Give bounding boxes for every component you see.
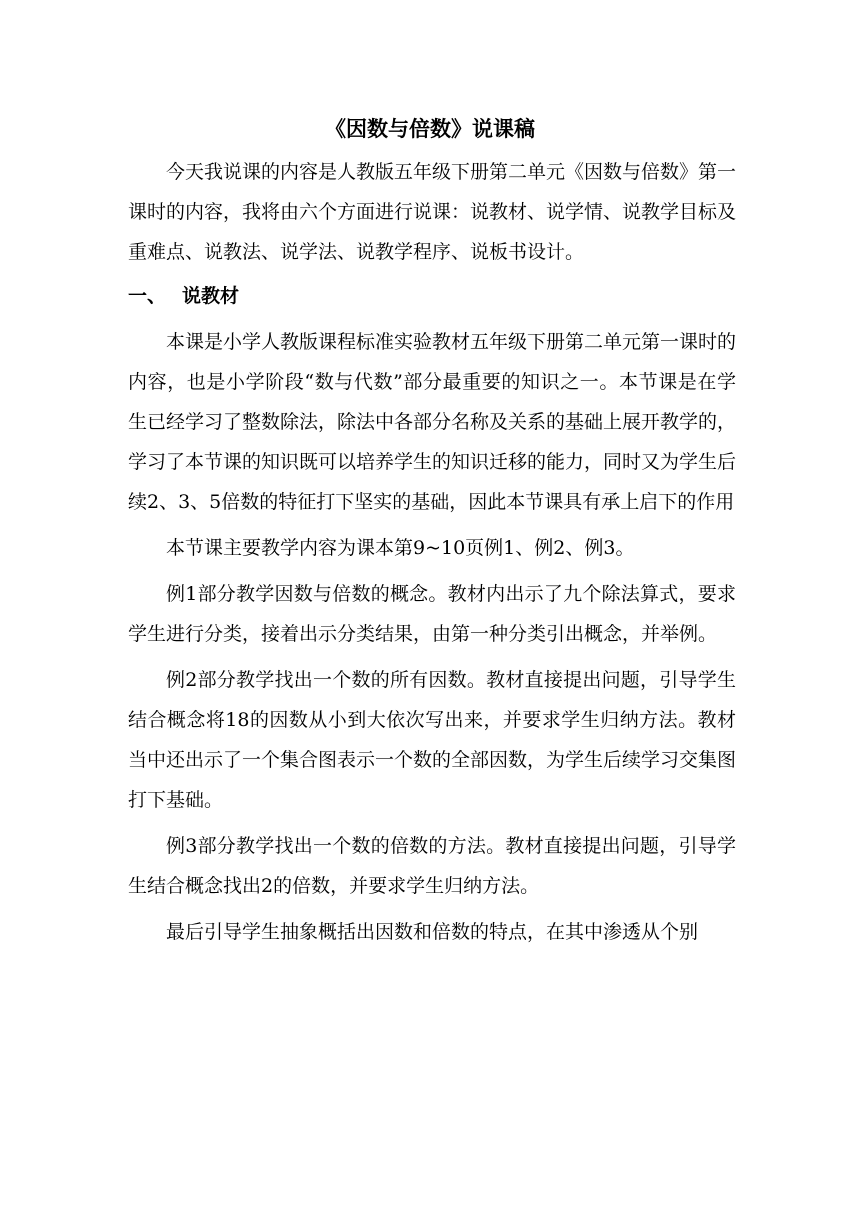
paragraph-example-1: 例1部分教学因数与倍数的概念。教材内出示了九个除法算式，要求学生进行分类，接着出示分类结果，由第一种分类引出概念，并举例。 xyxy=(128,583,736,645)
document-body xyxy=(128,152,736,958)
paragraph-example-3: 例3部分教学找出一个数的倍数的方法。教材直接提出问题，引导学生结合概念找出2的倍数，并要求学生归纳方法。 xyxy=(128,835,736,897)
paragraph-example-2: 例2部分教学找出一个数的所有因数。教材直接提出问题，引导学生结合概念将18的因数从小到大依次写出来，并要求学生归纳方法。教材当中还出示了一个集合图表示一个数的全部因数，为学生后续学习交集图打下基础。 xyxy=(128,669,737,811)
section-title: 说教材 xyxy=(182,285,240,307)
paragraph-main-content: 本节课主要教学内容为课本第9~10页例1、例2、例3。 xyxy=(166,537,635,559)
intro-paragraph: 今天我说课的内容是人教版五年级下册第二单元《因数与倍数》第一课时的内容，我将由六个方面进行说课：说教材、说学情、说教学目标及重难点、说教法、说学法、说教学程序、说板书设计。 xyxy=(128,161,737,263)
section-heading xyxy=(128,276,736,316)
paragraph-summary: 最后引导学生抽象概括出因数和倍数的特点，在其中渗透从个别 xyxy=(166,921,699,943)
document-title: 《因数与倍数》说课稿 xyxy=(325,116,535,141)
paragraph-textbook-overview: 本课是小学人教版课程标准实验教材五年级下册第二单元第一课时的内容，也是小学阶段“数与代数”部分最重要的知识之一。本节课是在学生已经学习了整数除法，除法中各部分名称及关系的基础上展开教学的，学习了本节课的知识既可以培养学生的知识迁移的能力，同时又为学生后续2、3、5倍数的特征打下坚实的基础，因此本节课具有承上启下的作用 xyxy=(128,331,737,513)
section-number: 一、 xyxy=(128,285,167,307)
